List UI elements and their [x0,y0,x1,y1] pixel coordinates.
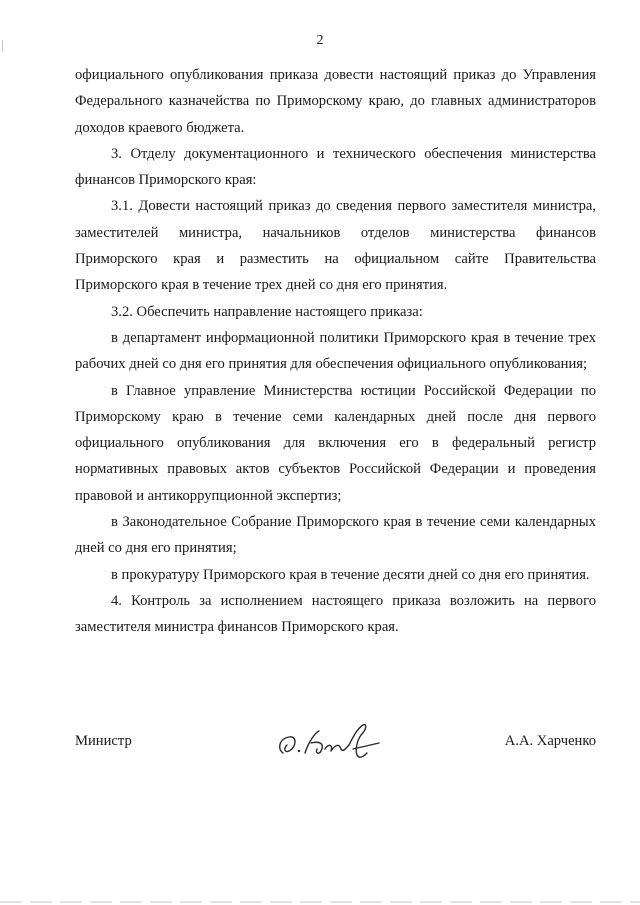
paragraph-item-3-1: 3.1. Довести настоящий приказ до сведения первого заместителя министра, заместителей министра, начальников отделов министерства финансов Приморского края и разместить на официальном сайте Правительства Приморского края в течение трех дней со дня его принятия. [75,198,596,294]
handwritten-signature [275,719,385,763]
page-number: 2 [316,33,324,48]
signer-name: А.А. Харченко [504,733,596,749]
paragraph-prosecutor: в прокуратуру Приморского края в течение десяти дней со дня его принятия. [111,566,590,583]
paragraph-ministry-of-justice: в Главное управление Министерства юстиции Российской Федерации по Приморскому краю в течение семи календарных дней после дня первого официального опубликования для включения его в федеральный регистр нормативных правовых актов субъектов Российской Федерации и проведения правовой и антикоррупционной экспертиз; [75,382,596,504]
position-title: Министр [75,733,132,749]
scan-bottom-edge [0,901,640,903]
paragraph-item-3-2: 3.2. Обеспечить направление настоящего приказа: [111,303,423,320]
paragraph-dept-info-policy: в департамент информационной политики Приморского края в течение трех рабочих дней со дня его принятия для обеспечения официального опубликования; [75,329,596,373]
paragraph-legislative-assembly: в Законодательное Собрание Приморского края в течение семи календарных дней со дня его принятия; [75,514,596,557]
signature-block [75,731,596,763]
paragraph-item-3: 3. Отделу документационного и технического обеспечения министерства финансов Приморского края: [75,145,596,189]
paragraph-item-4: 4. Контроль за исполнением настоящего приказа возложить на первого заместителя министра финансов Приморского края. [75,592,596,636]
document-body [75,62,596,641]
paragraph-continuation: официального опубликования приказа довести настоящий приказ до Управления Федерального казначейства по Приморскому краю, до главных администраторов доходов краевого бюджета. [75,67,596,136]
